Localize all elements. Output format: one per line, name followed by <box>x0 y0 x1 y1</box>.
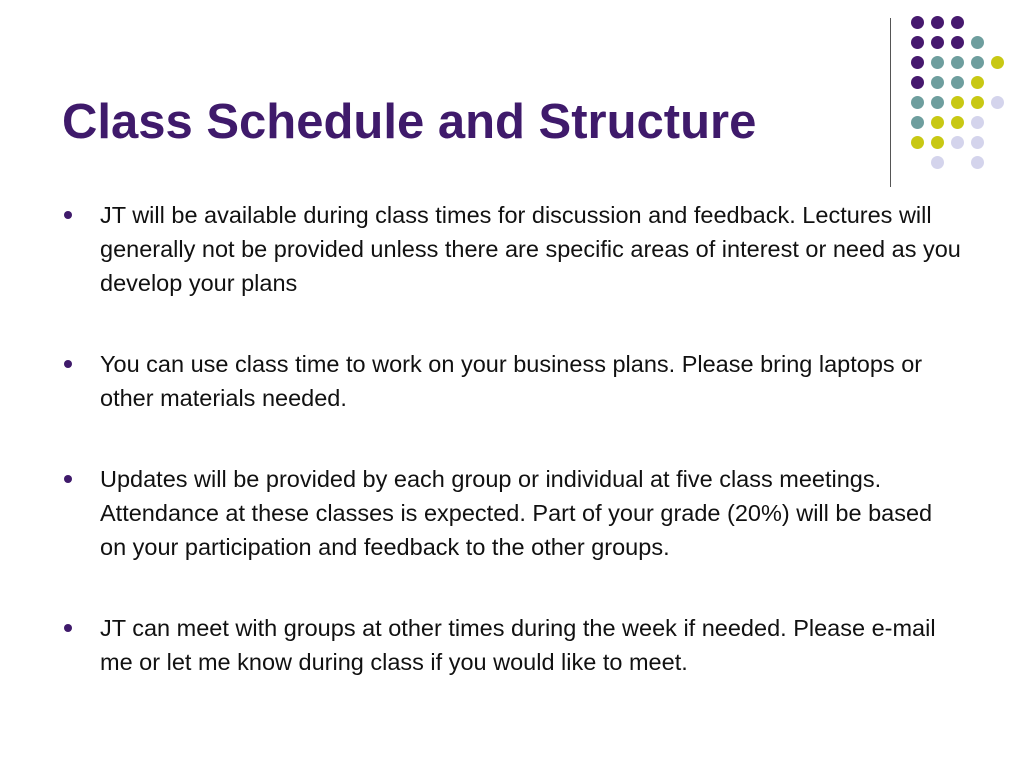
bullet-item <box>62 198 962 300</box>
dot-olive <box>971 96 984 109</box>
bullet-dot-icon <box>64 360 72 368</box>
dot-lavender <box>951 136 964 149</box>
dot-olive <box>911 136 924 149</box>
bullet-item <box>62 611 962 679</box>
dot-olive <box>931 116 944 129</box>
dot-purple <box>911 76 924 89</box>
dot-teal <box>971 36 984 49</box>
dot-purple <box>911 56 924 69</box>
bullet-text: Updates will be provided by each group or individual at five class meetings. Attendance at these classes is expected. Part of your grade (20%) will be based on your participation and feedback to the other groups. <box>100 466 933 560</box>
dot-olive <box>931 136 944 149</box>
bullet-item <box>62 347 962 415</box>
dot-purple <box>951 16 964 29</box>
dot-purple <box>911 36 924 49</box>
dot-olive <box>991 56 1004 69</box>
dot-lavender <box>971 136 984 149</box>
vertical-divider <box>890 18 891 187</box>
dot-purple <box>951 36 964 49</box>
dot-lavender <box>931 156 944 169</box>
dot-lavender <box>991 96 1004 109</box>
slide-title: Class Schedule and Structure <box>62 95 757 149</box>
bullet-text: JT can meet with groups at other times during the week if needed. Please e-mail me or let me know during class if you would like to meet. <box>100 615 936 675</box>
dot-olive <box>951 96 964 109</box>
dot-purple <box>931 36 944 49</box>
dot-teal <box>911 116 924 129</box>
dot-olive <box>971 76 984 89</box>
dot-lavender <box>971 156 984 169</box>
dot-teal <box>951 56 964 69</box>
bullet-dot-icon <box>64 211 72 219</box>
dot-purple <box>911 16 924 29</box>
dot-lavender <box>971 116 984 129</box>
bullet-item <box>62 462 962 564</box>
dot-teal <box>971 56 984 69</box>
dot-teal <box>931 76 944 89</box>
bullet-dot-icon <box>64 475 72 483</box>
dot-teal <box>951 76 964 89</box>
dot-purple <box>931 16 944 29</box>
bullet-text: You can use class time to work on your business plans. Please bring laptops or other materials needed. <box>100 351 923 411</box>
bullet-text: JT will be available during class times for discussion and feedback. Lectures will generally not be provided unless there are specific areas of interest or need as you develop your plans <box>100 202 961 296</box>
bullet-dot-icon <box>64 624 72 632</box>
dot-teal <box>911 96 924 109</box>
dot-olive <box>951 116 964 129</box>
bullet-list <box>62 198 962 679</box>
dot-teal <box>931 56 944 69</box>
dot-teal <box>931 96 944 109</box>
